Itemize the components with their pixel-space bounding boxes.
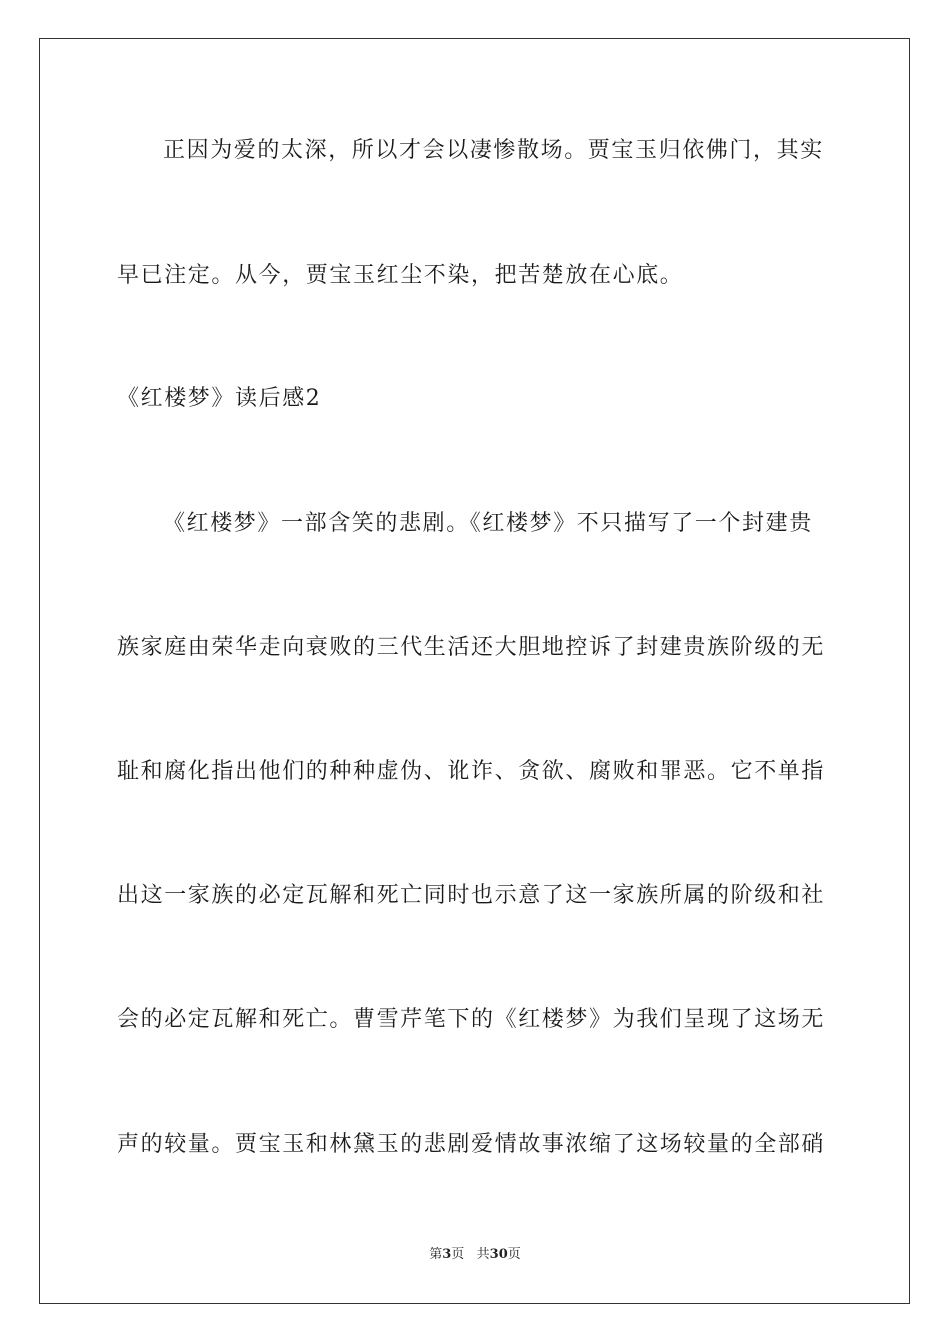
total-page-count: 30 (489, 1247, 508, 1262)
page-footer (0, 1246, 950, 1264)
section-heading: 《红楼梦》读后感2 (117, 386, 322, 411)
paragraph-1-line-1: 正因为爱的太深，所以才会以凄惨散场。贾宝玉归依佛门，其实 (163, 138, 824, 163)
paragraph-2-line-1: 《红楼梦》一部含笑的悲剧。《红楼梦》不只描写了一个封建贵 (163, 511, 813, 536)
paragraph-1-line-2: 早已注定。从今，贾宝玉红尘不染，把苦楚放在心底。 (117, 263, 684, 288)
paragraph-2-line-5: 会的必定瓦解和死亡。曹雪芹笔下的《红楼梦》为我们呈现了这场无 (117, 1007, 826, 1032)
page-border (39, 38, 910, 1304)
paragraph-2-line-4: 出这一家族的必定瓦解和死亡同时也示意了这一家族所属的阶级和社 (117, 883, 826, 908)
paragraph-2-line-6: 声的较量。贾宝玉和林黛玉的悲剧爱情故事浓缩了这场较量的全部硝 (117, 1132, 826, 1157)
page-prefix: 第 (429, 1247, 443, 1262)
paragraph-2-line-2: 族家庭由荣华走向衰败的三代生活还大胆地控诉了封建贵族阶级的无 (117, 635, 826, 660)
paragraph-2-line-3: 耻和腐化指出他们的种种虚伪、讹诈、贪欲、腐败和罪恶。它不单指 (117, 759, 826, 784)
page-mid: 页 共 (451, 1247, 490, 1262)
current-page-number: 3 (442, 1247, 452, 1262)
page-suffix: 页 (507, 1247, 521, 1262)
